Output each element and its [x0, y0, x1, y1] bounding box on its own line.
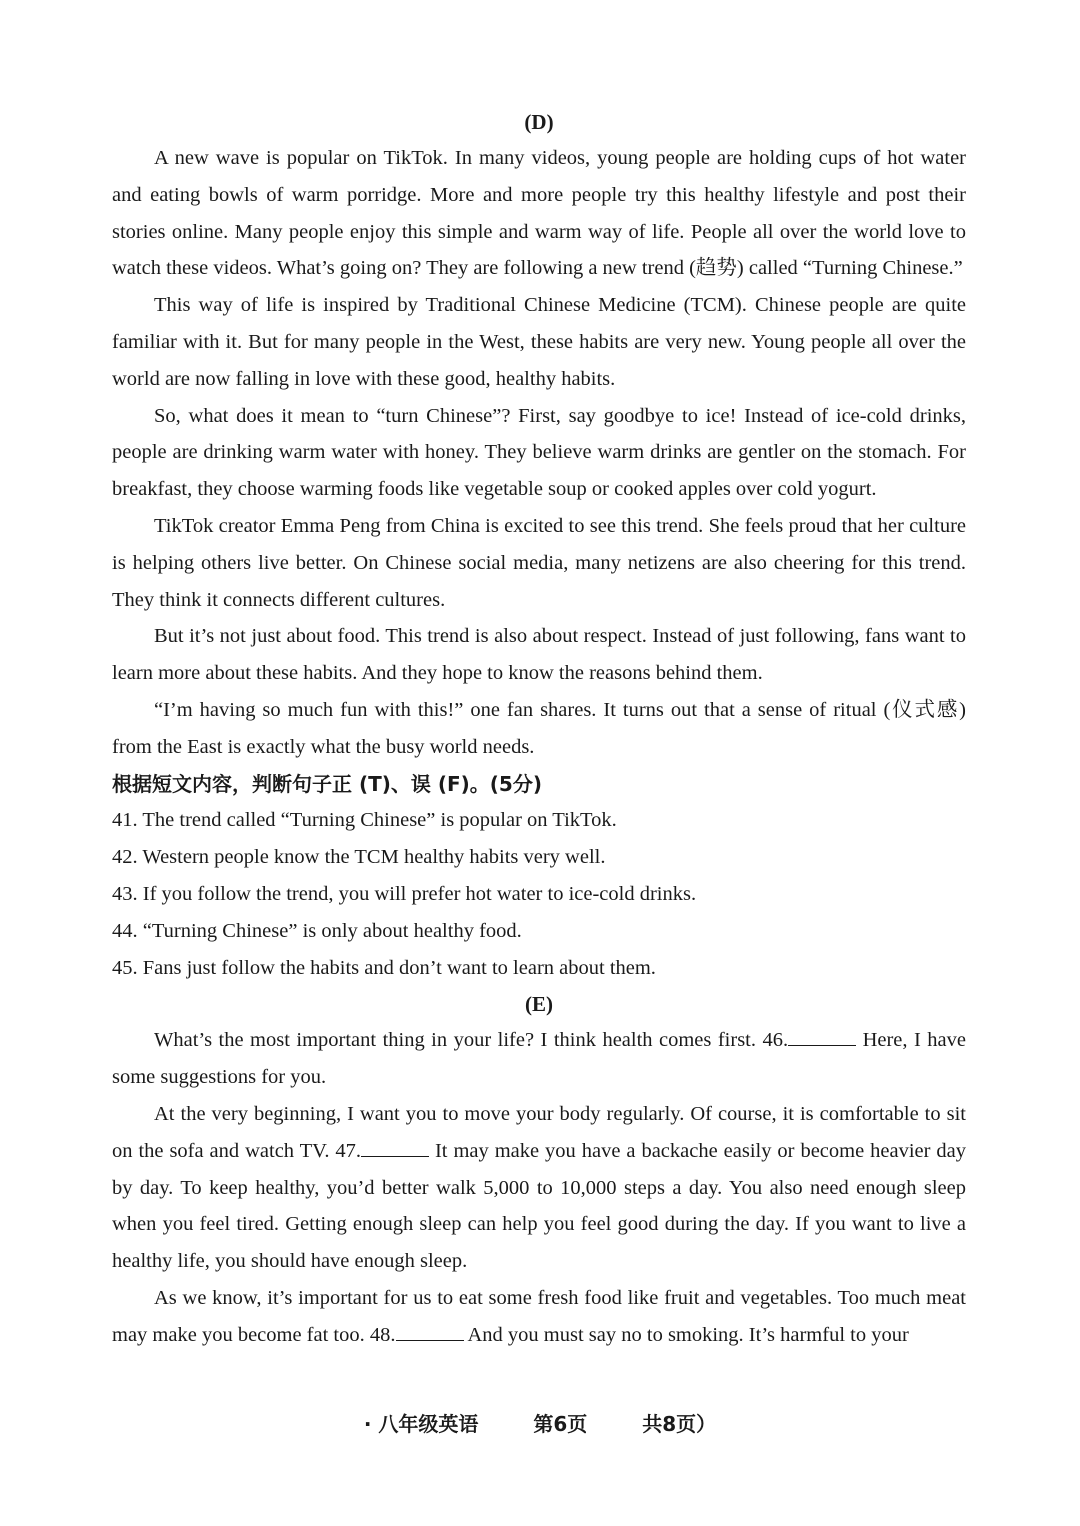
section-d-paragraph-5: But it’s not just about food. This trend is also about respect. Instead of just following, fans want to learn more about these habits. And they hope to know the reasons behind them. [112, 625, 966, 685]
question-43: 43. If you follow the trend, you will prefer hot water to ice-cold drinks. [112, 882, 697, 905]
section-e-p1-text-before: What’s the most important thing in your life? I think health comes first. 46. [154, 1029, 789, 1052]
section-e-p2-text-after: It may make you have a backache easily or become heavier day by day. To keep healthy, you’d better walk 5,000 to 10,000 steps a day. You also need enough sleep when you feel tired. Getting enough sleep can help you feel good during the day. If you want to live a healthy life, you should have enough sleep. [112, 1139, 967, 1273]
question-42: 42. Western people know the TCM healthy habits very well. [112, 846, 606, 869]
answer-blank-48[interactable] [396, 1322, 464, 1341]
section-e-p3-text-after: And you must say no to smoking. It’s harmful to your [463, 1323, 909, 1346]
footer-subject: · 八年级英语 [363, 1412, 479, 1436]
footer-page-number: 第6页 [533, 1412, 588, 1436]
footer-total-pages: 共8页） [642, 1412, 717, 1436]
true-false-instruction: 根据短文内容，判断句子正 (T)、误 (F)。(5分) [112, 771, 542, 796]
question-44: 44. “Turning Chinese” is only about healthy food. [112, 919, 522, 942]
section-e-title: (E) [525, 992, 553, 1017]
section-d-title: (D) [524, 110, 554, 134]
question-41: 41. The trend called “Turning Chinese” is popular on TikTok. [112, 809, 617, 832]
section-e-paragraph-1 [112, 1022, 966, 1096]
section-d-paragraph-4: TikTok creator Emma Peng from China is excited to see this trend. She feels proud that her culture is helping others live better. On Chinese social media, many netizens are also cheering for this trend. They think it connects different cultures. [112, 514, 966, 611]
exam-page [112, 104, 966, 1354]
page-footer [0, 1408, 1080, 1440]
section-e-p3-text-before: As we know, it’s important for us to eat some fresh food like fruit and vegetables. Too much meat may make you become fat too. 48. [112, 1286, 966, 1346]
section-d-paragraph-6: “I’m having so much fun with this!” one fan shares. It turns out that a sense of ritual (仪式感) from the East is exactly what the busy world needs. [112, 698, 966, 758]
section-e-paragraph-3 [112, 1280, 966, 1354]
question-45: 45. Fans just follow the habits and don’t want to learn about them. [112, 956, 656, 979]
section-d-paragraph-2: This way of life is inspired by Traditional Chinese Medicine (TCM). Chinese people are quite familiar with it. But for many people in the West, these habits are very new. Young people all over the world are now falling in love with these good, healthy habits. [112, 294, 966, 390]
answer-blank-46[interactable] [788, 1027, 856, 1046]
section-e-p1-text-after: Here, I have some suggestions for you. [112, 1029, 967, 1089]
section-e-p2-text-before: At the very beginning, I want you to move your body regularly. Of course, it is comfortable to sit on the sofa and watch TV. 47. [112, 1102, 966, 1162]
answer-blank-47[interactable] [361, 1138, 429, 1157]
section-d-paragraph-3: So, what does it mean to “turn Chinese”? First, say goodbye to ice! Instead of ice-cold drinks, people are drinking warm water with honey. They believe warm drinks are gentler on the stomach. For breakfast, they choose warming foods like vegetable soup or cooked apples over cold yogurt. [112, 404, 966, 501]
section-e-paragraph-2 [112, 1096, 966, 1280]
section-d-paragraph-1: A new wave is popular on TikTok. In many videos, young people are holding cups of hot water and eating bowls of warm porridge. More and more people try this healthy lifestyle and post their stories online. Many people enjoy this simple and warm way of life. People all over the world love to watch these videos. What’s going on? They are following a new trend (趋势) called “Turning Chinese.” [112, 147, 966, 280]
